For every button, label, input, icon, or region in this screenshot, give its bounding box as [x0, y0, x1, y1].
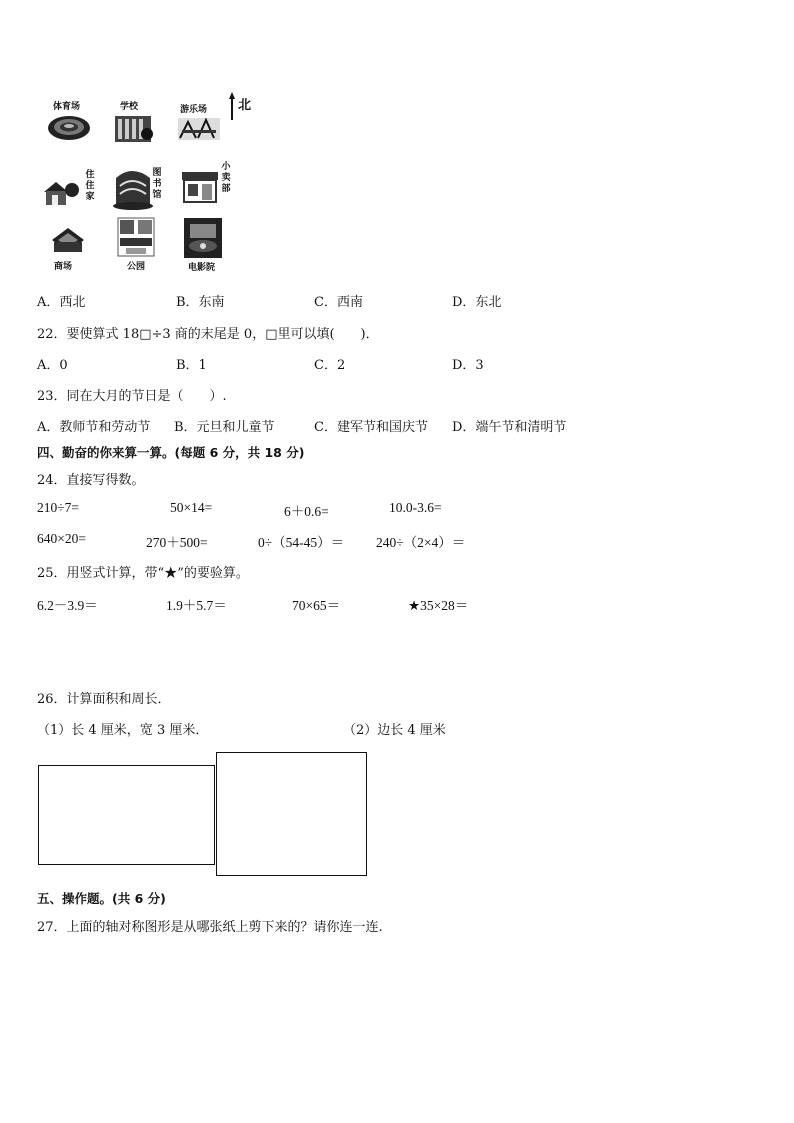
playground-label: 游乐场	[180, 105, 208, 115]
park-label: 公园	[127, 262, 146, 272]
library-icon	[112, 164, 154, 210]
q24-item: 270＋500=	[146, 535, 208, 550]
q26-part-2: （2）边长 4 厘米	[343, 723, 446, 738]
q25-item: 70×65＝	[292, 598, 341, 613]
q22-option-b[interactable]: B．1	[176, 358, 207, 373]
section-4-title: 四、勤奋的你来算一算。(每题 6 分，共 18 分)	[37, 445, 305, 460]
q22-option-c[interactable]: C．2	[314, 358, 346, 373]
stadium-label: 体育场	[53, 102, 81, 112]
north-label: 北	[238, 98, 252, 113]
q21-option-b[interactable]: B．东南	[176, 295, 225, 310]
q21-option-d[interactable]: D．东北	[452, 295, 502, 310]
q26-stem: 26．计算面积和周长．	[37, 692, 171, 707]
q22-option-a[interactable]: A．0	[37, 358, 68, 373]
q23-option-a[interactable]: A．教师节和劳动节	[37, 420, 151, 435]
q23-option-b[interactable]: B．元旦和儿童节	[174, 420, 275, 435]
q24-stem: 24．直接写得数。	[37, 473, 145, 488]
q22-stem: 22．要使算式 18□÷3 商的末尾是 0，□里可以填( )．	[37, 327, 379, 342]
q23-option-d[interactable]: D．端午节和清明节	[452, 420, 567, 435]
park-icon	[116, 216, 156, 260]
q23-stem: 23．同在大月的节日是（ ）.	[37, 389, 227, 404]
rectangle-figure	[38, 765, 215, 865]
q24-item: 210÷7=	[37, 500, 80, 515]
shop-icon	[180, 170, 220, 204]
q24-item: 640×20=	[37, 531, 86, 546]
stadium-icon	[46, 110, 92, 142]
north-arrow-icon	[228, 92, 236, 122]
school-icon	[112, 110, 154, 144]
q26-part-1: （1）长 4 厘米，宽 3 厘米．	[37, 723, 209, 738]
school-label: 学校	[120, 102, 139, 112]
q22-option-d[interactable]: D．3	[452, 358, 484, 373]
q25-item: 1.9＋5.7＝	[166, 598, 227, 613]
q25-item: ★35×28＝	[408, 598, 469, 613]
q24-item: 240÷（2×4）＝	[376, 535, 466, 550]
q24-item: 0÷（54-45）＝	[258, 535, 345, 550]
home-icon	[42, 178, 80, 206]
mall-icon	[48, 226, 88, 256]
cinema-label: 电影院	[188, 263, 216, 273]
q21-option-a[interactable]: A．西北	[37, 295, 86, 310]
square-figure	[216, 752, 367, 876]
q24-item: 50×14=	[170, 500, 213, 515]
q23-option-c[interactable]: C．建军节和国庆节	[314, 420, 428, 435]
q24-item: 10.0-3.6=	[389, 500, 442, 515]
library-label: 图书馆	[152, 168, 162, 200]
shop-label: 小卖部	[221, 162, 231, 194]
q24-item: 6＋0.6=	[284, 504, 329, 519]
mall-label: 商场	[54, 262, 73, 272]
q25-stem: 25．用竖式计算，带“★”的要验算。	[37, 566, 249, 581]
playground-icon	[176, 114, 222, 142]
section-5-title: 五、操作题。(共 6 分)	[37, 891, 166, 906]
q21-option-c[interactable]: C．西南	[314, 295, 363, 310]
home-label: 住住家	[85, 170, 95, 202]
direction-map	[40, 92, 270, 277]
q25-item: 6.2－3.9＝	[37, 598, 98, 613]
cinema-icon	[182, 216, 224, 260]
q27-stem: 27．上面的轴对称图形是从哪张纸上剪下来的？请你连一连.	[37, 920, 383, 935]
